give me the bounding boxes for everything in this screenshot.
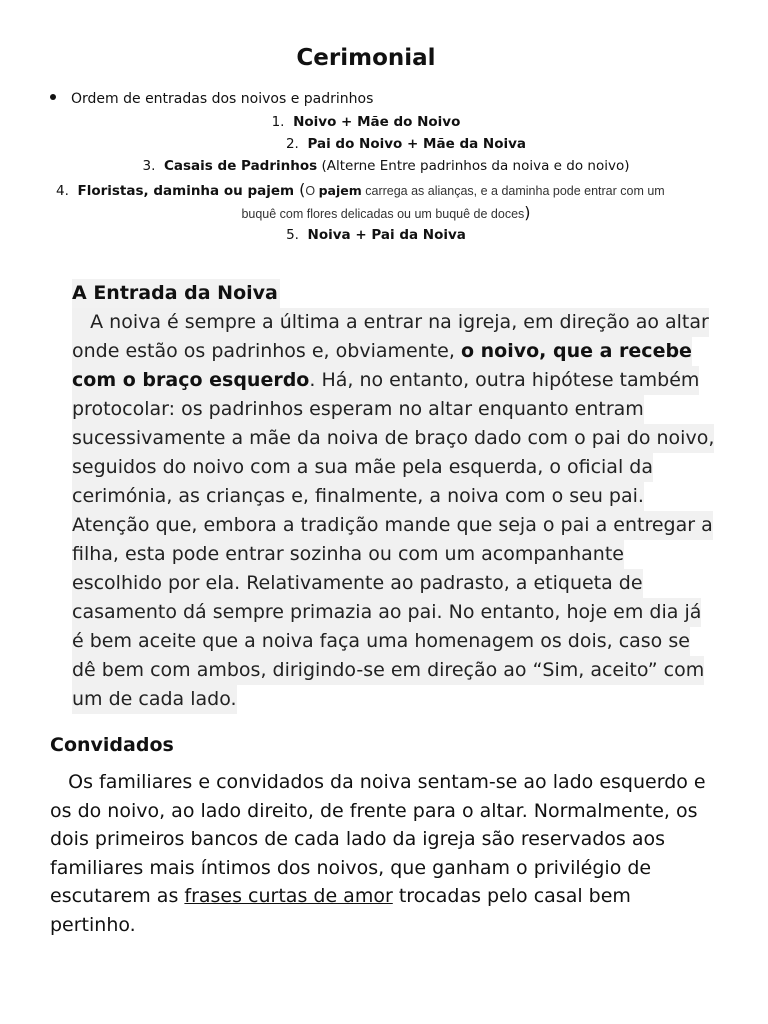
list-number: 5. [286, 227, 299, 243]
list-item [0, 227, 742, 243]
list-text: Casais de Padrinhos [164, 158, 318, 174]
paragraph-line: onde estão os padrinhos e, obviamente, o noivo, que a recebe [72, 337, 692, 366]
list-note-bold: pajem [318, 183, 362, 198]
list-item-continuation: buquê com flores delicadas ou um buquê de doces) [241, 203, 531, 222]
section-heading: Convidados [50, 734, 174, 756]
list-note: buquê com flores delicadas ou um buquê de doces [241, 207, 525, 221]
bullet-text: Ordem de entradas dos noivos e padrinhos [71, 91, 374, 107]
page-title: Cerimonial [296, 45, 436, 71]
list-item [0, 158, 752, 174]
paragraph-line: sucessivamente a mãe da noiva de braço dado com o pai do noivo, [72, 424, 714, 453]
paragraph-line: dê bem com ambos, dirigindo-se em direção ao “Sim, aceito” com [72, 656, 704, 685]
list-text: Pai do Noivo + Mãe da Noiva [307, 136, 527, 152]
paragraph-line: com o braço esquerdo. Há, no entanto, outra hipótese também [72, 366, 699, 395]
paragraph-line: filha, esta pode entrar sozinha ou com um acompanhante [72, 540, 624, 569]
paragraph-line: os do noivo, ao lado direito, de frente para o altar. Normalmente, os [50, 799, 698, 822]
list-item [0, 136, 768, 152]
list-number: 1. [271, 114, 285, 130]
paragraph-line: um de cada lado. [72, 685, 237, 714]
paragraph-line: escolhido por ela. Relativamente ao padrasto, a etiqueta de [72, 569, 643, 598]
list-note: (Alterne Entre padrinhos da noiva e do noivo) [317, 158, 630, 174]
paragraph-line: Atenção que, embora a tradição mande que seja o pai a entregar a [72, 511, 713, 540]
frases-curtas-link[interactable]: frases curtas de amor [184, 885, 393, 907]
bullet-item [50, 91, 373, 107]
paragraph-line: seguidos do noivo com a sua mãe pela esquerda, o oficial da [72, 453, 653, 482]
list-item: 4. Floristas, daminha ou pajem (O pajem carrega as alianças, e a daminha pode entrar com um [56, 180, 665, 199]
list-item [0, 114, 732, 130]
list-number: 3. [142, 158, 156, 174]
paragraph-line: escutarem as frases curtas de amor trocadas pelo casal bem [50, 885, 631, 907]
list-note: carrega as alianças, e a daminha pode entrar com um [361, 184, 665, 198]
paragraph-line: Os familiares e convidados da noiva sentam-se ao lado esquerdo e [68, 771, 706, 793]
section-convidados [50, 768, 720, 939]
section-heading: A Entrada da Noiva [72, 279, 280, 308]
paragraph-line: casamento dá sempre primazia ao pai. No entanto, hoje em dia já [72, 598, 701, 627]
bullet-icon [50, 94, 56, 100]
paragraph-line: dois primeiros bancos de cada lado da igreja são reservados aos [50, 828, 666, 850]
section-entrada-da-noiva [72, 279, 715, 714]
paragraph-line: cerimónia, as crianças e, finalmente, a noiva com o seu pai. [72, 482, 644, 511]
list-number: 4. [56, 183, 69, 199]
list-text: Noiva + Pai da Noiva [307, 227, 466, 243]
list-number: 2. [285, 136, 299, 152]
paragraph-line: familiares mais íntimos dos noivos, que ganham o privilégio de [50, 856, 652, 879]
paragraph-line: pertinho. [50, 913, 136, 936]
list-text: Floristas, daminha ou pajem [77, 183, 295, 199]
paragraph-line: é bem aceite que a noiva faça uma homenagem os dois, caso se [72, 627, 690, 656]
paragraph-line: A noiva é sempre a última a entrar na igreja, em direção ao altar [72, 308, 709, 337]
list-text: Noivo + Mãe do Noivo [293, 114, 461, 130]
paragraph-line: protocolar: os padrinhos esperam no altar enquanto entram [72, 395, 644, 424]
